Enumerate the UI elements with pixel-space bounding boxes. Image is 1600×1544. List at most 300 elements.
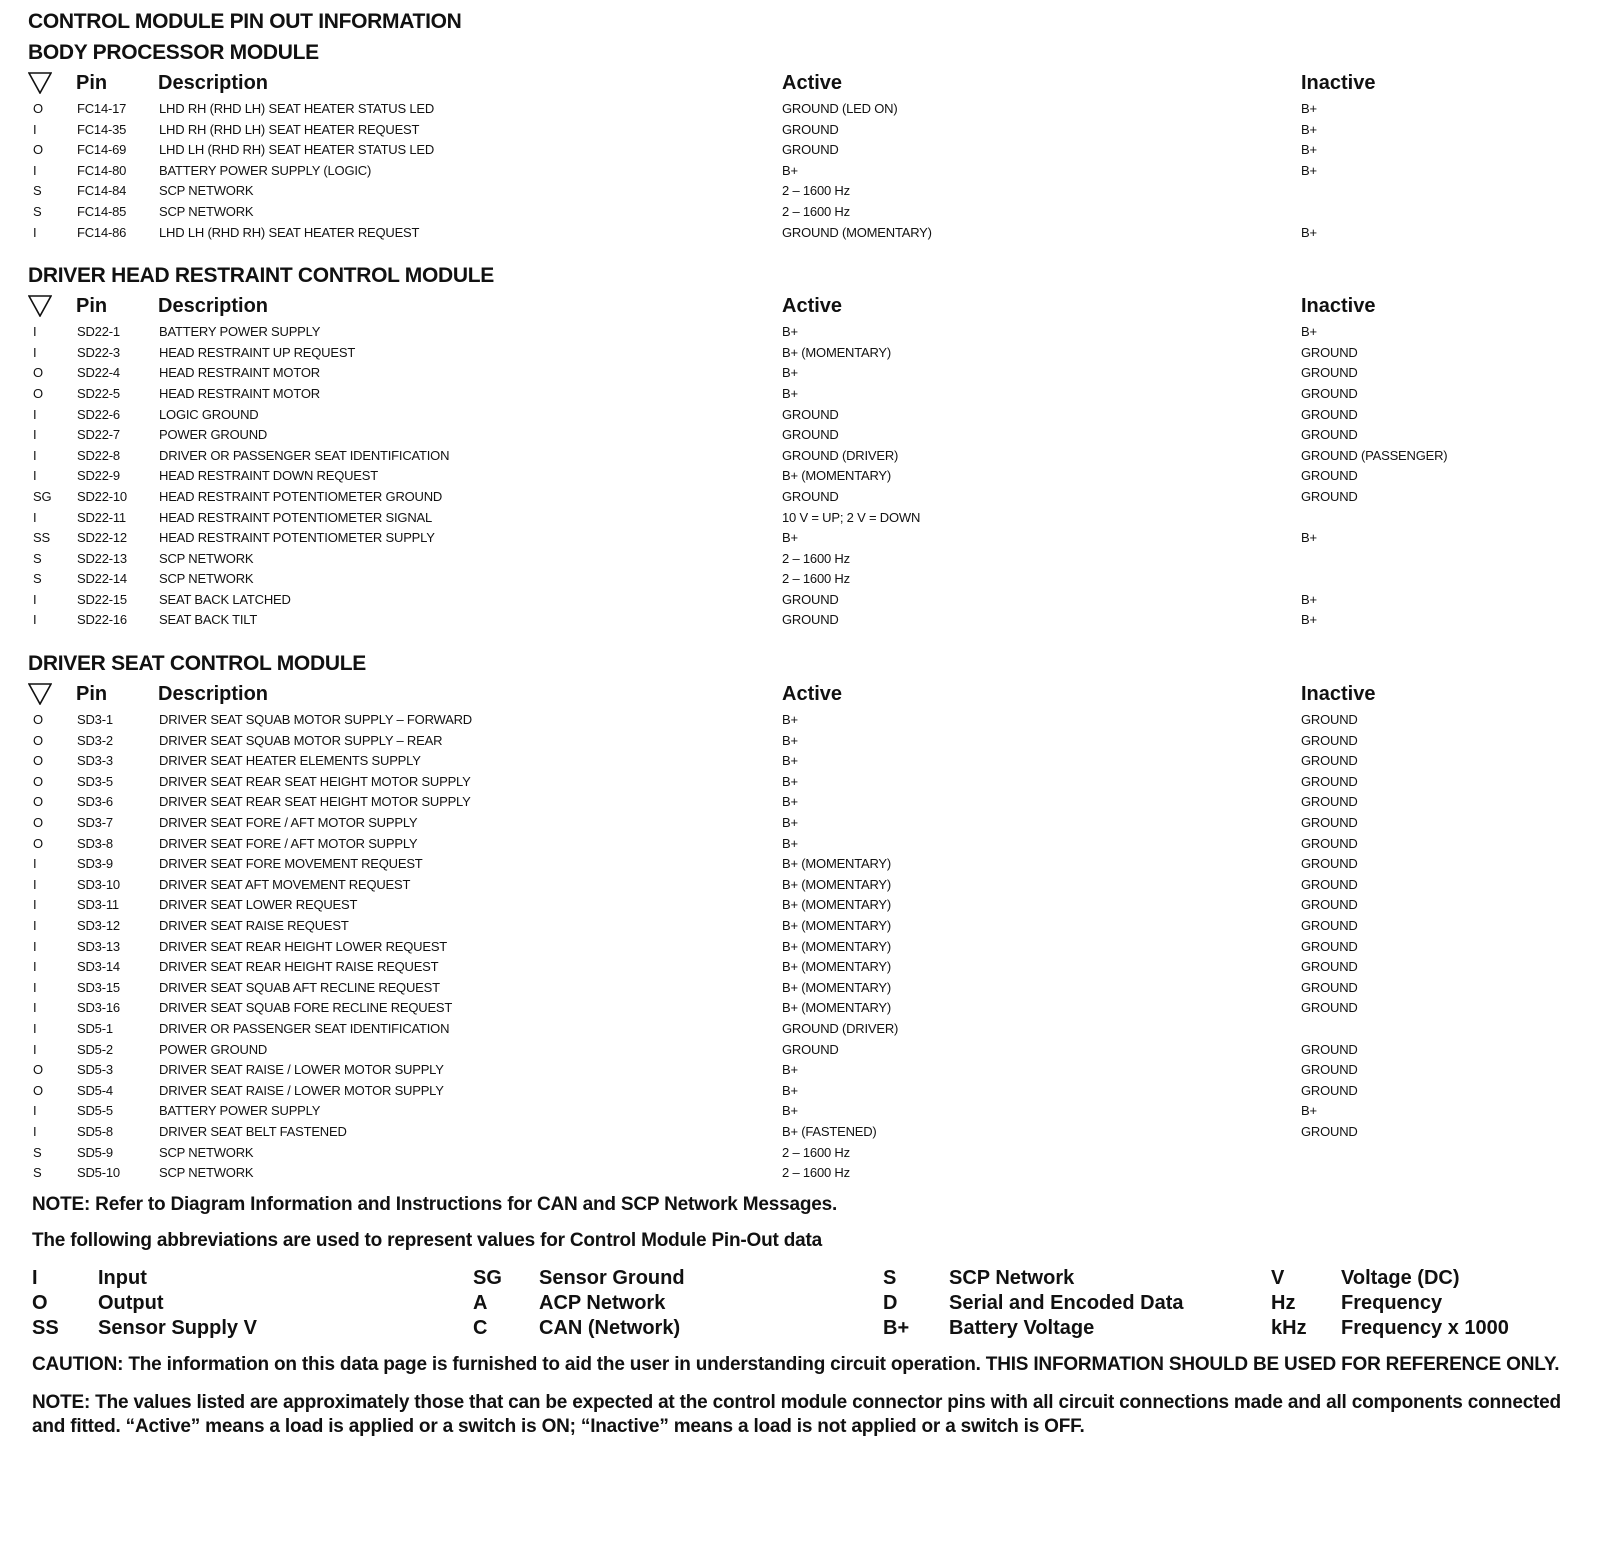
- signal-type-cell: I: [33, 121, 37, 137]
- table-row: [28, 446, 1573, 467]
- signal-type-cell: I: [33, 1041, 37, 1057]
- module-title: DRIVER HEAD RESTRAINT CONTROL MODULE: [28, 264, 494, 288]
- active-cell: B+ (FASTENED): [782, 1123, 877, 1139]
- table-row: [28, 1081, 1573, 1102]
- active-cell: 2 – 1600 Hz: [782, 1165, 850, 1181]
- signal-type-cell: O: [33, 835, 43, 851]
- signal-type-cell: I: [33, 324, 37, 340]
- description-cell: SCP NETWORK: [159, 571, 254, 587]
- signal-type-cell: SS: [33, 530, 50, 546]
- inactive-cell: GROUND: [1301, 876, 1358, 892]
- signal-type-cell: I: [33, 856, 37, 872]
- pin-cell: SD5-10: [77, 1165, 120, 1181]
- pin-cell: SD3-14: [77, 959, 120, 975]
- abbreviation-code: SG: [473, 1266, 502, 1289]
- active-cell: B+ (MOMENTARY): [782, 979, 892, 995]
- inactive-cell: GROUND: [1301, 712, 1358, 728]
- pin-cell: SD22-12: [77, 530, 127, 546]
- active-cell: 2 – 1600 Hz: [782, 1144, 850, 1160]
- inactive-cell: B+: [1301, 591, 1317, 607]
- active-cell: B+: [782, 835, 798, 851]
- pin-cell: SD5-2: [77, 1041, 113, 1057]
- description-cell: DRIVER SEAT FORE / AFT MOTOR SUPPLY: [159, 815, 418, 831]
- description-cell: DRIVER SEAT SQUAB MOTOR SUPPLY – FORWARD: [159, 712, 472, 728]
- abbreviation-code: V: [1271, 1266, 1285, 1289]
- abbreviation-meaning: Voltage (DC): [1341, 1266, 1460, 1289]
- active-cell: B+: [782, 324, 798, 340]
- inactive-column-header: Inactive: [1301, 295, 1376, 318]
- table-row: [28, 528, 1573, 549]
- pin-cell: SD22-14: [77, 571, 127, 587]
- description-cell: HEAD RESTRAINT POTENTIOMETER GROUND: [159, 488, 443, 504]
- inactive-cell: GROUND: [1301, 488, 1358, 504]
- signal-type-cell: S: [33, 550, 42, 566]
- pin-cell: FC14-85: [77, 203, 127, 219]
- pin-cell: SD3-7: [77, 815, 113, 831]
- table-row: [28, 1122, 1573, 1143]
- inactive-cell: B+: [1301, 162, 1317, 178]
- table-header: [28, 291, 1573, 322]
- direction-triangle-icon: [28, 72, 52, 94]
- active-cell: B+: [782, 794, 798, 810]
- table-row: [28, 1060, 1573, 1081]
- abbreviation-meaning: Serial and Encoded Data: [949, 1291, 1184, 1314]
- pin-cell: FC14-69: [77, 142, 127, 158]
- description-cell: LHD LH (RHD RH) SEAT HEATER STATUS LED: [159, 142, 435, 158]
- module-title: BODY PROCESSOR MODULE: [28, 41, 319, 64]
- signal-type-cell: I: [33, 344, 37, 360]
- active-column-header: Active: [782, 295, 843, 318]
- table-header: [28, 68, 1573, 99]
- pin-cell: FC14-17: [77, 101, 127, 116]
- abbreviation-code: C: [473, 1316, 488, 1339]
- active-cell: B+ (MOMENTARY): [782, 344, 892, 360]
- description-cell: HEAD RESTRAINT UP REQUEST: [159, 344, 356, 360]
- table-row: [28, 937, 1573, 958]
- signal-type-cell: O: [33, 365, 43, 381]
- pin-cell: SD22-15: [77, 591, 127, 607]
- signal-type-cell: S: [33, 203, 42, 219]
- signal-type-cell: I: [33, 1020, 37, 1036]
- pin-column-header: Pin: [76, 683, 108, 706]
- active-cell: B+: [782, 530, 798, 546]
- pin-cell: SD22-16: [77, 612, 127, 628]
- inactive-cell: GROUND: [1301, 1123, 1358, 1139]
- table-row: [28, 508, 1573, 529]
- signal-type-cell: S: [33, 571, 42, 587]
- description-cell: POWER GROUND: [159, 427, 268, 443]
- pin-cell: FC14-86: [77, 224, 127, 240]
- signal-type-cell: I: [33, 224, 37, 240]
- abbreviation-code: I: [32, 1266, 38, 1289]
- description-cell: DRIVER SEAT REAR SEAT HEIGHT MOTOR SUPPLY: [159, 773, 471, 789]
- table-row: [28, 99, 1573, 120]
- description-cell: POWER GROUND: [159, 1041, 268, 1057]
- pin-cell: SD22-6: [77, 406, 120, 422]
- active-cell: B+: [782, 1062, 798, 1078]
- active-cell: B+: [782, 773, 798, 789]
- pin-cell: SD5-9: [77, 1144, 113, 1160]
- module-title: DRIVER SEAT CONTROL MODULE: [28, 652, 366, 676]
- description-cell: SCP NETWORK: [159, 1165, 254, 1181]
- active-cell: 2 – 1600 Hz: [782, 203, 850, 219]
- description-cell: DRIVER SEAT BELT FASTENED: [159, 1123, 347, 1139]
- table-row: [28, 363, 1573, 384]
- pin-cell: SD5-3: [77, 1062, 113, 1078]
- inactive-cell: B+: [1301, 142, 1317, 158]
- description-cell: DRIVER SEAT REAR SEAT HEIGHT MOTOR SUPPLY: [159, 794, 471, 810]
- inactive-cell: B+: [1301, 1103, 1317, 1119]
- signal-type-cell: S: [33, 183, 42, 199]
- signal-type-cell: O: [33, 732, 43, 748]
- description-cell: DRIVER OR PASSENGER SEAT IDENTIFICATION: [159, 1020, 450, 1036]
- table-row: [28, 895, 1573, 916]
- values-note: NOTE: The values listed are approximately those that can be expected at the control module connector pins with all circuit connections made and all components connected and fitted. “Active” means a load is applied or a switch is ON; “Inactive” means a load is not applied or a switch is OFF.: [32, 1391, 1561, 1437]
- description-cell: LOGIC GROUND: [159, 406, 259, 422]
- active-cell: GROUND (LED ON): [782, 101, 898, 116]
- pin-column-header: Pin: [76, 295, 108, 318]
- pin-cell: SD3-8: [77, 835, 113, 851]
- active-cell: B+: [782, 712, 798, 728]
- pin-cell: SD3-10: [77, 876, 120, 892]
- signal-type-cell: SG: [33, 488, 52, 504]
- active-cell: B+: [782, 732, 798, 748]
- table-row: [28, 854, 1573, 875]
- inactive-cell: GROUND: [1301, 406, 1358, 422]
- pin-cell: SD3-3: [77, 753, 113, 769]
- signal-type-cell: I: [33, 162, 37, 178]
- table-row: [28, 549, 1573, 570]
- signal-type-cell: I: [33, 591, 37, 607]
- description-cell: DRIVER SEAT LOWER REQUEST: [159, 897, 358, 913]
- signal-type-cell: O: [33, 101, 43, 116]
- pin-cell: SD3-16: [77, 1000, 120, 1016]
- signal-type-cell: I: [33, 1103, 37, 1119]
- table-row: [28, 792, 1573, 813]
- signal-type-cell: I: [33, 447, 37, 463]
- description-column-header: Description: [158, 683, 269, 706]
- pin-cell: FC14-80: [77, 162, 127, 178]
- pin-cell: SD22-3: [77, 344, 120, 360]
- signal-type-cell: O: [33, 712, 43, 728]
- signal-type-cell: O: [33, 142, 43, 158]
- inactive-cell: GROUND: [1301, 753, 1358, 769]
- table-row: [28, 322, 1573, 343]
- active-cell: B+: [782, 1103, 798, 1119]
- table-row: [28, 998, 1573, 1019]
- table-row: [28, 710, 1573, 731]
- description-cell: DRIVER SEAT RAISE REQUEST: [159, 918, 349, 933]
- abbreviation-code: O: [32, 1291, 48, 1314]
- signal-type-cell: I: [33, 612, 37, 628]
- inactive-column-header: Inactive: [1301, 683, 1376, 706]
- description-cell: SCP NETWORK: [159, 550, 254, 566]
- abbreviation-code: Hz: [1271, 1291, 1296, 1314]
- pin-cell: SD22-8: [77, 447, 120, 463]
- active-cell: B+ (MOMENTARY): [782, 468, 892, 484]
- signal-type-cell: I: [33, 876, 37, 892]
- table-row: [28, 384, 1573, 405]
- inactive-cell: GROUND: [1301, 1082, 1358, 1098]
- active-cell: B+ (MOMENTARY): [782, 897, 892, 913]
- table-row: [28, 1040, 1573, 1061]
- abbreviations-legend: [32, 1266, 1573, 1341]
- inactive-cell: B+: [1301, 121, 1317, 137]
- abbreviation-code: B+: [883, 1316, 910, 1339]
- table-row: [28, 1101, 1573, 1122]
- abbreviation-meaning: Frequency: [1341, 1291, 1443, 1314]
- description-cell: HEAD RESTRAINT POTENTIOMETER SIGNAL: [159, 509, 433, 525]
- inactive-cell: GROUND: [1301, 773, 1358, 789]
- description-cell: BATTERY POWER SUPPLY: [159, 1103, 321, 1119]
- signal-type-cell: O: [33, 773, 43, 789]
- active-cell: 2 – 1600 Hz: [782, 183, 850, 199]
- table-row: [28, 1163, 1573, 1184]
- abbreviation-meaning: CAN (Network): [539, 1316, 681, 1339]
- pin-cell: SD3-11: [77, 897, 119, 913]
- active-cell: GROUND: [782, 142, 839, 158]
- signal-type-cell: I: [33, 509, 37, 525]
- caution-note: CAUTION: The information on this data page is furnished to aid the user in understanding circuit operation. THIS INFORMATION SHOULD BE USED FOR REFERENCE ONLY.: [32, 1353, 1560, 1375]
- active-cell: 10 V = UP; 2 V = DOWN: [782, 509, 921, 525]
- network-note: NOTE: Refer to Diagram Information and Instructions for CAN and SCP Network Messages.: [32, 1193, 838, 1215]
- inactive-cell: B+: [1301, 324, 1317, 340]
- pin-cell: SD3-9: [77, 856, 113, 872]
- description-cell: SCP NETWORK: [159, 183, 254, 199]
- table-row: [28, 181, 1573, 202]
- table-row: [28, 1019, 1573, 1040]
- inactive-cell: GROUND: [1301, 959, 1358, 975]
- pin-cell: SD22-1: [77, 324, 120, 340]
- active-cell: B+: [782, 162, 798, 178]
- table-row: [28, 569, 1573, 590]
- description-cell: BATTERY POWER SUPPLY: [159, 324, 321, 340]
- signal-type-cell: I: [33, 938, 37, 954]
- inactive-cell: GROUND: [1301, 979, 1358, 995]
- active-column-header: Active: [782, 683, 843, 706]
- active-cell: B+: [782, 385, 798, 401]
- inactive-cell: GROUND: [1301, 835, 1358, 851]
- pin-cell: SD22-4: [77, 365, 120, 381]
- signal-type-cell: O: [33, 1062, 43, 1078]
- active-column-header: Active: [782, 72, 843, 94]
- abbreviation-meaning: SCP Network: [949, 1266, 1075, 1289]
- table-row: [28, 487, 1573, 508]
- table-row: [28, 202, 1573, 223]
- active-cell: GROUND: [782, 427, 839, 443]
- description-cell: DRIVER SEAT AFT MOVEMENT REQUEST: [159, 876, 411, 892]
- active-cell: GROUND: [782, 121, 839, 137]
- signal-type-cell: O: [33, 385, 43, 401]
- signal-type-cell: I: [33, 979, 37, 995]
- module-section: [28, 37, 1573, 243]
- abbreviation-meaning: Sensor Supply V: [98, 1316, 257, 1339]
- inactive-cell: GROUND: [1301, 1041, 1358, 1057]
- inactive-cell: B+: [1301, 530, 1317, 546]
- description-cell: DRIVER OR PASSENGER SEAT IDENTIFICATION: [159, 447, 450, 463]
- description-cell: DRIVER SEAT REAR HEIGHT LOWER REQUEST: [159, 938, 448, 954]
- description-cell: DRIVER SEAT FORE MOVEMENT REQUEST: [159, 856, 423, 872]
- module-section: [28, 648, 1573, 1184]
- signal-type-cell: I: [33, 959, 37, 975]
- pin-cell: SD3-13: [77, 938, 120, 954]
- inactive-cell: GROUND: [1301, 897, 1358, 913]
- description-cell: LHD RH (RHD LH) SEAT HEATER STATUS LED: [159, 101, 435, 116]
- signal-type-cell: I: [33, 918, 37, 933]
- pin-cell: SD5-5: [77, 1103, 113, 1119]
- inactive-cell: GROUND: [1301, 365, 1358, 381]
- signal-type-cell: I: [33, 427, 37, 443]
- abbreviation-code: A: [473, 1291, 488, 1314]
- description-cell: DRIVER SEAT RAISE / LOWER MOTOR SUPPLY: [159, 1062, 444, 1078]
- abbreviation-meaning: Frequency x 1000: [1341, 1316, 1509, 1339]
- table-row: [28, 140, 1573, 161]
- signal-type-cell: O: [33, 794, 43, 810]
- abbreviation-code: kHz: [1271, 1316, 1307, 1339]
- abbreviations-intro: The following abbreviations are used to represent values for Control Module Pin-Out data: [32, 1229, 823, 1251]
- pin-cell: SD3-6: [77, 794, 113, 810]
- description-cell: DRIVER SEAT SQUAB MOTOR SUPPLY – REAR: [159, 732, 443, 748]
- active-cell: B+: [782, 815, 798, 831]
- table-row: [28, 772, 1573, 793]
- description-column-header: Description: [158, 72, 269, 94]
- table-row: [28, 916, 1573, 937]
- pin-cell: FC14-35: [77, 121, 127, 137]
- module-section: [28, 260, 1573, 631]
- table-row: [28, 161, 1573, 182]
- page-title: CONTROL MODULE PIN OUT INFORMATION: [28, 10, 462, 33]
- table-row: [28, 590, 1573, 611]
- active-cell: GROUND: [782, 1041, 839, 1057]
- pin-cell: SD22-13: [77, 550, 127, 566]
- table-row: [28, 957, 1573, 978]
- description-cell: DRIVER SEAT RAISE / LOWER MOTOR SUPPLY: [159, 1082, 444, 1098]
- table-row: [28, 875, 1573, 896]
- active-cell: GROUND: [782, 612, 839, 628]
- pinout-page: [28, 6, 1573, 1439]
- signal-type-cell: O: [33, 753, 43, 769]
- active-cell: GROUND (DRIVER): [782, 447, 899, 463]
- description-cell: SEAT BACK LATCHED: [159, 591, 291, 607]
- abbreviation-meaning: Input: [98, 1266, 147, 1289]
- abbreviation-meaning: Sensor Ground: [539, 1266, 685, 1289]
- direction-triangle-icon: [28, 683, 52, 705]
- active-cell: GROUND: [782, 406, 839, 422]
- active-cell: B+: [782, 365, 798, 381]
- pin-cell: SD3-2: [77, 732, 113, 748]
- pin-cell: SD5-4: [77, 1082, 113, 1098]
- pin-cell: SD5-8: [77, 1123, 113, 1139]
- pin-cell: SD3-12: [77, 918, 120, 933]
- table-row: [28, 120, 1573, 141]
- pin-cell: SD22-7: [77, 427, 120, 443]
- description-cell: HEAD RESTRAINT MOTOR: [159, 385, 320, 401]
- pin-cell: SD22-10: [77, 488, 127, 504]
- signal-type-cell: O: [33, 815, 43, 831]
- inactive-cell: GROUND: [1301, 938, 1358, 954]
- inactive-cell: GROUND: [1301, 918, 1358, 933]
- active-cell: B+: [782, 753, 798, 769]
- table-row: [28, 610, 1573, 631]
- pin-cell: SD3-5: [77, 773, 113, 789]
- description-cell: LHD LH (RHD RH) SEAT HEATER REQUEST: [159, 224, 420, 240]
- signal-type-cell: I: [33, 468, 37, 484]
- active-cell: B+ (MOMENTARY): [782, 876, 892, 892]
- pin-cell: SD3-1: [77, 712, 113, 728]
- sections-container: [28, 37, 1573, 1184]
- inactive-cell: GROUND: [1301, 468, 1358, 484]
- abbreviation-meaning: Output: [98, 1291, 164, 1314]
- pin-cell: SD5-1: [77, 1020, 113, 1036]
- inactive-cell: GROUND (PASSENGER): [1301, 447, 1448, 463]
- abbreviation-code: S: [883, 1266, 897, 1289]
- description-cell: HEAD RESTRAINT DOWN REQUEST: [159, 468, 378, 484]
- signal-type-cell: I: [33, 1000, 37, 1016]
- description-cell: DRIVER SEAT HEATER ELEMENTS SUPPLY: [159, 753, 421, 769]
- table-row: [28, 978, 1573, 999]
- direction-triangle-icon: [28, 295, 52, 317]
- pin-cell: SD22-5: [77, 385, 120, 401]
- pin-cell: SD22-11: [77, 509, 126, 525]
- inactive-cell: GROUND: [1301, 732, 1358, 748]
- description-cell: SEAT BACK TILT: [159, 612, 258, 628]
- active-cell: GROUND (MOMENTARY): [782, 224, 932, 240]
- signal-type-cell: I: [33, 1123, 37, 1139]
- active-cell: 2 – 1600 Hz: [782, 550, 850, 566]
- table-row: [28, 466, 1573, 487]
- inactive-cell: GROUND: [1301, 427, 1358, 443]
- active-cell: GROUND: [782, 591, 839, 607]
- description-cell: HEAD RESTRAINT POTENTIOMETER SUPPLY: [159, 530, 435, 546]
- pin-cell: FC14-84: [77, 183, 127, 199]
- active-cell: 2 – 1600 Hz: [782, 571, 850, 587]
- description-cell: HEAD RESTRAINT MOTOR: [159, 365, 320, 381]
- table-header: [28, 679, 1573, 710]
- active-cell: B+ (MOMENTARY): [782, 959, 892, 975]
- inactive-cell: GROUND: [1301, 1000, 1358, 1016]
- description-cell: DRIVER SEAT SQUAB AFT RECLINE REQUEST: [159, 979, 440, 995]
- inactive-cell: B+: [1301, 224, 1317, 240]
- inactive-cell: B+: [1301, 612, 1317, 628]
- abbreviation-meaning: ACP Network: [539, 1291, 666, 1314]
- abbreviation-code: D: [883, 1291, 898, 1314]
- inactive-cell: GROUND: [1301, 385, 1358, 401]
- pin-cell: SD22-9: [77, 468, 120, 484]
- pin-cell: SD3-15: [77, 979, 120, 995]
- signal-type-cell: S: [33, 1165, 42, 1181]
- active-cell: GROUND: [782, 488, 839, 504]
- table-row: [28, 834, 1573, 855]
- active-cell: B+ (MOMENTARY): [782, 918, 892, 933]
- signal-type-cell: O: [33, 1082, 43, 1098]
- table-row: [28, 405, 1573, 426]
- active-cell: B+ (MOMENTARY): [782, 938, 892, 954]
- active-cell: B+ (MOMENTARY): [782, 856, 892, 872]
- abbreviation-meaning: Battery Voltage: [949, 1316, 1095, 1339]
- inactive-cell: GROUND: [1301, 794, 1358, 810]
- inactive-cell: GROUND: [1301, 1062, 1358, 1078]
- inactive-cell: GROUND: [1301, 344, 1358, 360]
- signal-type-cell: I: [33, 406, 37, 422]
- description-cell: DRIVER SEAT SQUAB FORE RECLINE REQUEST: [159, 1000, 453, 1016]
- table-row: [28, 731, 1573, 752]
- description-column-header: Description: [158, 295, 269, 318]
- table-row: [28, 425, 1573, 446]
- active-cell: B+: [782, 1082, 798, 1098]
- inactive-cell: GROUND: [1301, 856, 1358, 872]
- table-row: [28, 1143, 1573, 1164]
- table-row: [28, 343, 1573, 364]
